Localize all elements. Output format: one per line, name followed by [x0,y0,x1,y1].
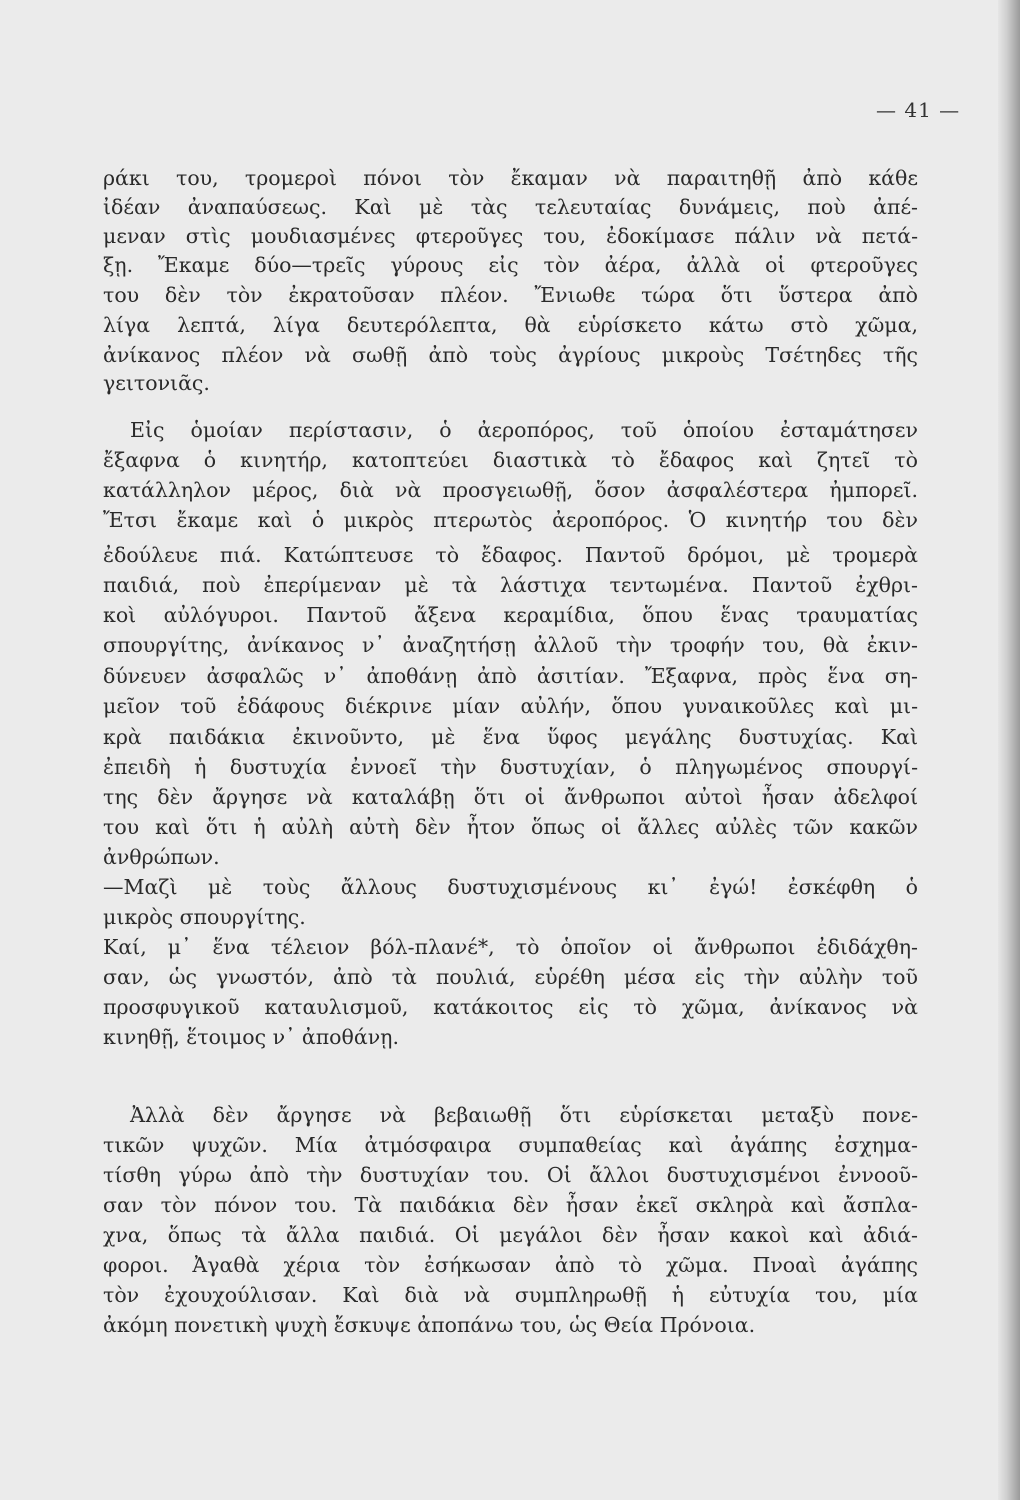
text-line: μικρὸς σπουργίτης. [103,905,306,929]
text-line: ἀνθρώπων. [103,845,220,869]
text-line: ράκι του, τρομεροὶ πόνοι τὸν ἔκαμαν νὰ παραιτηθῇ ἀπὸ κάθε [103,166,918,190]
text-line: ἐδούλευε πιά. Κατώπτευσε τὸ ἔδαφος. Παντοῦ δρόμοι, μὲ τρομερὰ [103,543,918,567]
text-line: —Μαζὶ μὲ τοὺς ἄλλους δυστυχισμένους κι᾽ ἐγώ! ἐσκέφθη ὁ [103,875,918,899]
text-line: παιδιά, ποὺ ἐπερίμεναν μὲ τὰ λάστιχα τεντωμένα. Παντοῦ ἐχθρι- [103,573,918,597]
text-line: σπουργίτης, ἀνίκανος ν᾽ ἀναζητήσῃ ἀλλοῦ τὴν τροφήν του, θὰ ἐκιν- [103,633,918,657]
text-line: σαν τὸν πόνον του. Τὰ παιδάκια δὲν ἦσαν ἐκεῖ σκληρὰ καὶ ἄσπλα- [103,1193,918,1217]
text-line: ἔξαφνα ὁ κινητήρ, κατοπτεύει διαστικὰ τὸ ἔδαφος καὶ ζητεῖ τὸ [103,448,918,472]
text-line: κοὶ αὐλόγυροι. Παντοῦ ἄξενα κεραμίδια, ὅπου ἕνας τραυματίας [103,603,918,627]
text-line: ἀνίκανος πλέον νὰ σωθῇ ἀπὸ τοὺς ἀγρίους μικροὺς Τσέτηδες τῆς [103,343,918,367]
text-line: μεῖον τοῦ ἐδάφους διέκρινε μίαν αὐλήν, ὅπου γυναικοῦλες καὶ μι- [103,694,918,718]
text-line: Καί, μ᾽ ἕνα τέλειον βόλ-πλανέ*, τὸ ὁποῖον οἱ ἄνθρωποι ἐδιδάχθη- [103,935,918,959]
text-line: κινηθῇ, ἕτοιμος ν᾽ ἀποθάνῃ. [103,1025,399,1049]
text-line: φοροι. Ἀγαθὰ χέρια τὸν ἐσήκωσαν ἀπὸ τὸ χῶμα. Πνοαὶ ἀγάπης [103,1253,918,1277]
text-line: Ἔτσι ἔκαμε καὶ ὁ μικρὸς πτερωτὸς ἀεροπόρος. Ὁ κινητήρ του δὲν [103,508,918,532]
text-line: Εἰς ὁμοίαν περίστασιν, ὁ ἀεροπόρος, τοῦ ὁποίου ἐσταμάτησεν [130,418,918,442]
text-line: κατάλληλον μέρος, διὰ νὰ προσγειωθῇ, ὅσον ἀσφαλέστερα ἠμπορεῖ. [103,478,918,502]
page-number: — 41 — [876,98,961,122]
text-line: ἀκόμη πονετικὴ ψυχὴ ἔσκυψε ἀποπάνω του, ὡς Θεία Πρόνοια. [103,1313,756,1337]
text-line: τὸν ἐχουχούλισαν. Καὶ διὰ νὰ συμπληρωθῇ ἡ εὐτυχία του, μία [103,1283,918,1307]
text-line: χνα, ὅπως τὰ ἄλλα παιδιά. Οἱ μεγάλοι δὲν ἦσαν κακοὶ καὶ ἀδιά- [103,1223,918,1247]
text-line: ἐπειδὴ ἡ δυστυχία ἐννοεῖ τὴν δυστυχίαν, ὁ πληγωμένος σπουργί- [103,755,918,779]
text-line: μεναν στὶς μουδιασμένες φτεροῦγες του, ἐδοκίμασε πάλιν νὰ πετά- [103,224,918,248]
text-line: της δὲν ἄργησε νὰ καταλάβῃ ὅτι οἱ ἄνθρωποι αὐτοὶ ἦσαν ἀδελφοί [103,785,918,809]
text-line: κρὰ παιδάκια ἐκινοῦντο, μὲ ἕνα ὕφος μεγάλης δυστυχίας. Καὶ [103,725,918,749]
text-line: γειτονιᾶς. [103,371,210,395]
page-edge-shadow [998,0,1020,1500]
text-line: προσφυγικοῦ καταυλισμοῦ, κατάκοιτος εἰς τὸ χῶμα, ἀνίκανος νὰ [103,995,918,1019]
text-line: του δὲν τὸν ἐκρατοῦσαν πλέον. Ἔνιωθε τώρα ὅτι ὕστερα ἀπὸ [103,283,918,307]
text-line: του καὶ ὅτι ἡ αὐλὴ αὐτὴ δὲν ἦτον ὅπως οἱ ἄλλες αὐλὲς τῶν κακῶν [103,815,918,839]
text-line: τίσθη γύρω ἀπὸ τὴν δυστυχίαν του. Οἱ ἄλλοι δυστυχισμένοι ἐννοοῦ- [103,1163,918,1187]
text-line: σαν, ὡς γνωστόν, ἀπὸ τὰ πουλιά, εὑρέθη μέσα εἰς τὴν αὐλὴν τοῦ [103,965,918,989]
text-line: λίγα λεπτά, λίγα δευτερόλεπτα, θὰ εὑρίσκετο κάτω στὸ χῶμα, [103,313,918,337]
text-line: ἰδέαν ἀναπαύσεως. Καὶ μὲ τὰς τελευταίας δυνάμεις, ποὺ ἀπέ- [103,195,918,219]
text-line: ξῃ. Ἔκαμε δύο—τρεῖς γύρους εἰς τὸν ἀέρα, ἀλλὰ οἱ φτεροῦγες [103,253,918,277]
text-line: Ἀλλὰ δὲν ἄργησε νὰ βεβαιωθῇ ὅτι εὑρίσκεται μεταξὺ πονε- [130,1103,918,1127]
text-line: τικῶν ψυχῶν. Μία ἀτμόσφαιρα συμπαθείας καὶ ἀγάπης ἐσχημα- [103,1133,918,1157]
text-line: δύνευεν ἀσφαλῶς ν᾽ ἀποθάνῃ ἀπὸ ἀσιτίαν. Ἔξαφνα, πρὸς ἕνα ση- [103,664,918,688]
